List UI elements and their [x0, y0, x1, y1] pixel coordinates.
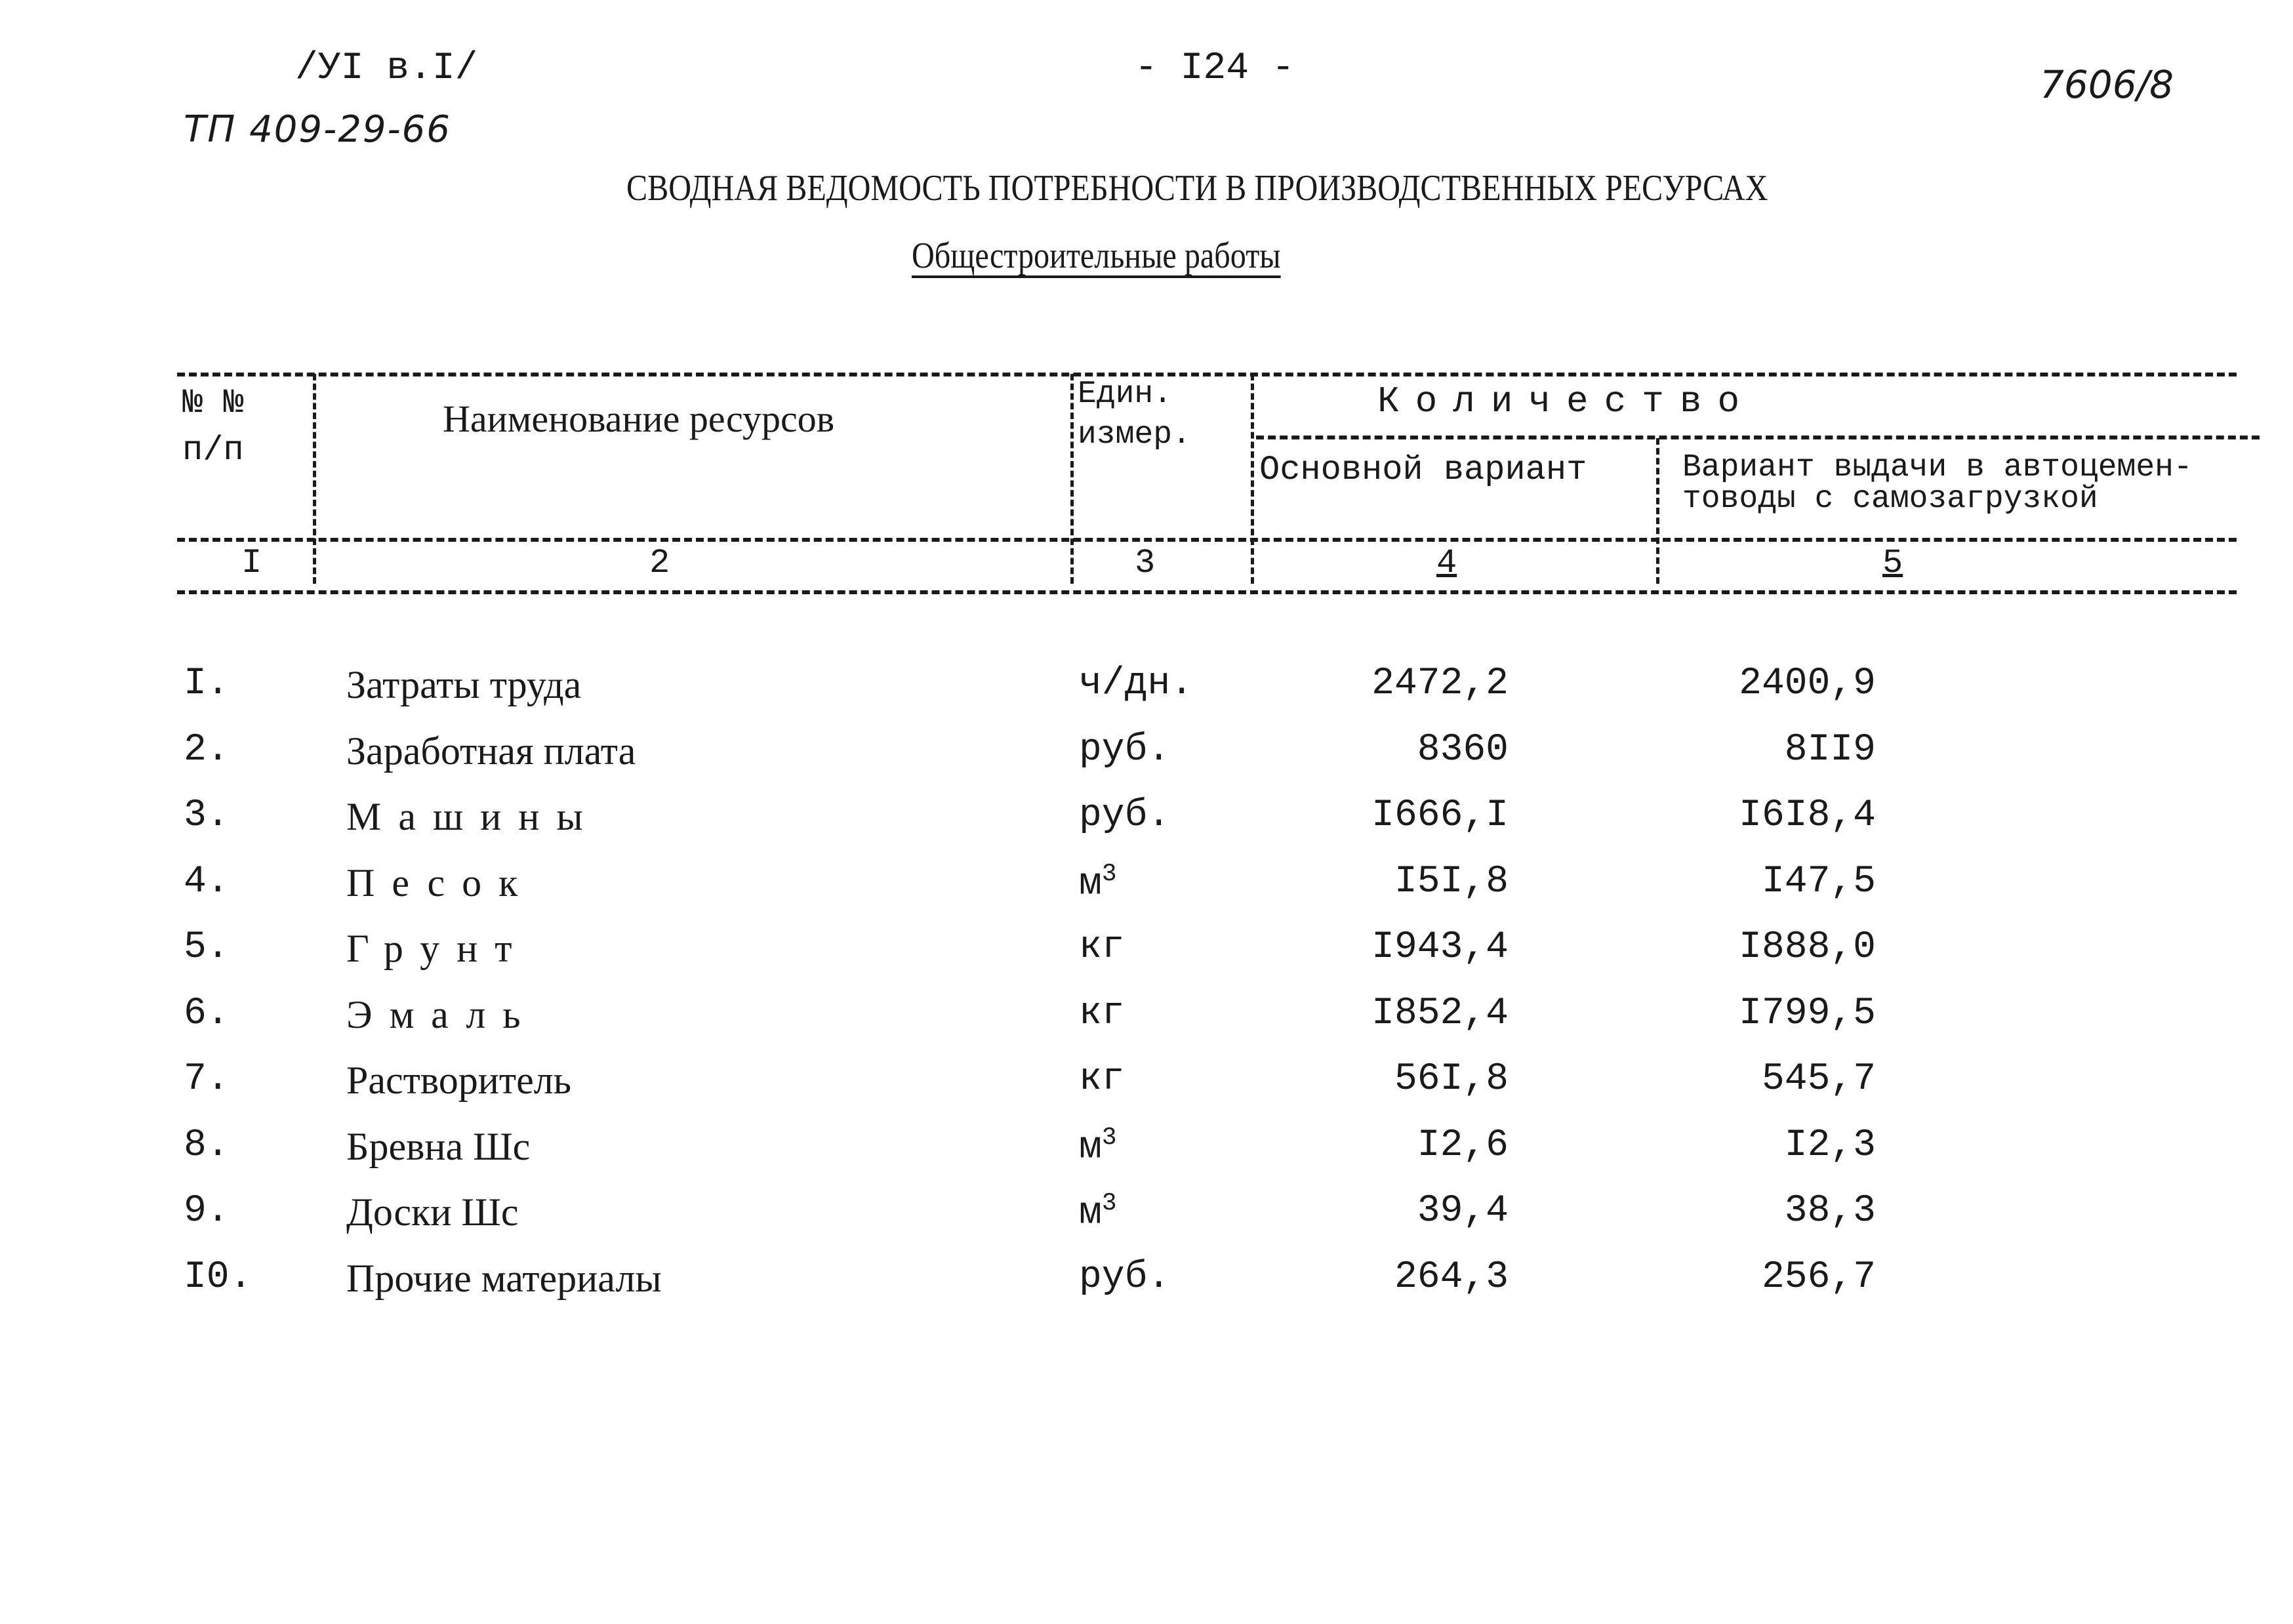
resource-name: Затраты труда	[346, 663, 582, 706]
main-variant-value: I2,6	[1417, 1124, 1509, 1167]
header-num-line2: п/п	[182, 431, 244, 470]
unit-of-measure: кг	[1079, 1058, 1125, 1101]
unit-of-measure: кг	[1079, 992, 1125, 1035]
row-number: 4.	[184, 861, 230, 903]
row-number: 7.	[184, 1058, 230, 1101]
unit-superscript: 3	[1101, 861, 1117, 888]
header-resource-name: Наименование ресурсов	[443, 397, 835, 440]
header-bottom-rule	[177, 538, 2237, 542]
row-number: 3.	[184, 794, 230, 837]
resource-name: Доски Шс	[346, 1190, 519, 1234]
alt-variant-value: 8II9	[1784, 729, 1876, 771]
resource-name: Бревна Шс	[346, 1125, 531, 1168]
main-variant-value: 2472,2	[1371, 662, 1509, 705]
row-number: 8.	[184, 1124, 230, 1167]
column-numbers-rule	[177, 590, 2237, 594]
project-code: ТП 409-29-66	[184, 108, 451, 151]
alt-variant-value: I799,5	[1739, 992, 1876, 1035]
main-variant-value: 8360	[1417, 729, 1509, 771]
column-number-2: 2	[649, 544, 670, 582]
column-separator-3	[1251, 374, 1254, 584]
document-title: СВОДНАЯ ВЕДОМОСТЬ ПОТРЕБНОСТИ В ПРОИЗВОДСТВЕННЫХ РЕСУРСАХ	[626, 168, 1768, 209]
page-number: - I24 -	[1135, 47, 1295, 90]
unit-of-measure: $м^3$	[1079, 861, 1117, 906]
volume-label: /УI в.I/	[295, 47, 478, 90]
alt-variant-value: I888,0	[1739, 926, 1876, 969]
main-variant-value: 39,4	[1417, 1190, 1509, 1232]
unit-of-measure: $м^3$	[1079, 1124, 1117, 1169]
unit-of-measure: руб.	[1079, 729, 1171, 771]
unit-superscript: 3	[1101, 1190, 1117, 1217]
row-number: 6.	[184, 992, 230, 1035]
main-variant-value: I5I,8	[1394, 861, 1509, 903]
row-number: 5.	[184, 926, 230, 969]
main-variant-value: 56I,8	[1394, 1058, 1509, 1101]
column-separator-4	[1656, 438, 1659, 584]
header-unit-line1: Един.	[1078, 376, 1173, 412]
header-main-variant: Основной вариант	[1259, 451, 1587, 489]
header-quantity: Количество	[1377, 380, 1756, 422]
resource-name: Грунт	[346, 927, 529, 970]
alt-variant-value: 545,7	[1761, 1058, 1876, 1101]
resource-name: Песок	[346, 861, 535, 904]
resource-name: Прочие материалы	[346, 1257, 662, 1300]
header-alt-variant-line1: Вариант выдачи в автоцемен-	[1682, 450, 2193, 485]
document-subtitle: Общестроительные работы	[912, 235, 1281, 276]
column-separator-1	[313, 374, 316, 584]
column-number-4: 4	[1436, 544, 1457, 582]
unit-of-measure: ч/дн.	[1079, 662, 1194, 705]
column-number-3: 3	[1135, 544, 1156, 582]
row-number: I0.	[184, 1256, 253, 1299]
alt-variant-value: I47,5	[1761, 861, 1876, 903]
alt-variant-value: 2400,9	[1739, 662, 1876, 705]
resource-name: Машины	[346, 795, 600, 838]
alt-variant-value: I6I8,4	[1739, 794, 1876, 837]
main-variant-value: I666,I	[1371, 794, 1509, 837]
column-separator-2	[1070, 374, 1074, 584]
unit-of-measure: $м^3$	[1079, 1190, 1117, 1235]
row-number: I.	[184, 662, 230, 705]
alt-variant-value: 256,7	[1761, 1256, 1876, 1299]
resource-name: Заработная плата	[346, 729, 636, 773]
resource-name: Растворитель	[346, 1059, 572, 1102]
resource-name: Эмаль	[346, 993, 538, 1036]
unit-of-measure: руб.	[1079, 1256, 1171, 1299]
alt-variant-value: I2,3	[1784, 1124, 1876, 1167]
header-unit-line2: измер.	[1078, 417, 1191, 453]
quantity-divider-rule	[1256, 436, 2260, 439]
header-num-line1: № №	[182, 384, 244, 422]
document-number: 7606/8	[2040, 62, 2174, 107]
unit-superscript: 3	[1101, 1124, 1117, 1152]
row-number: 9.	[184, 1190, 230, 1232]
table-top-rule	[177, 373, 2237, 376]
main-variant-value: I852,4	[1371, 992, 1509, 1035]
alt-variant-value: 38,3	[1784, 1190, 1876, 1232]
main-variant-value: I943,4	[1371, 926, 1509, 969]
column-number-1: I	[241, 544, 262, 582]
column-number-5: 5	[1882, 544, 1903, 582]
unit-of-measure: руб.	[1079, 794, 1171, 837]
unit-of-measure: кг	[1079, 926, 1125, 969]
header-alt-variant-line2: товоды с самозагрузкой	[1682, 481, 2098, 517]
main-variant-value: 264,3	[1394, 1256, 1509, 1299]
row-number: 2.	[184, 729, 230, 771]
